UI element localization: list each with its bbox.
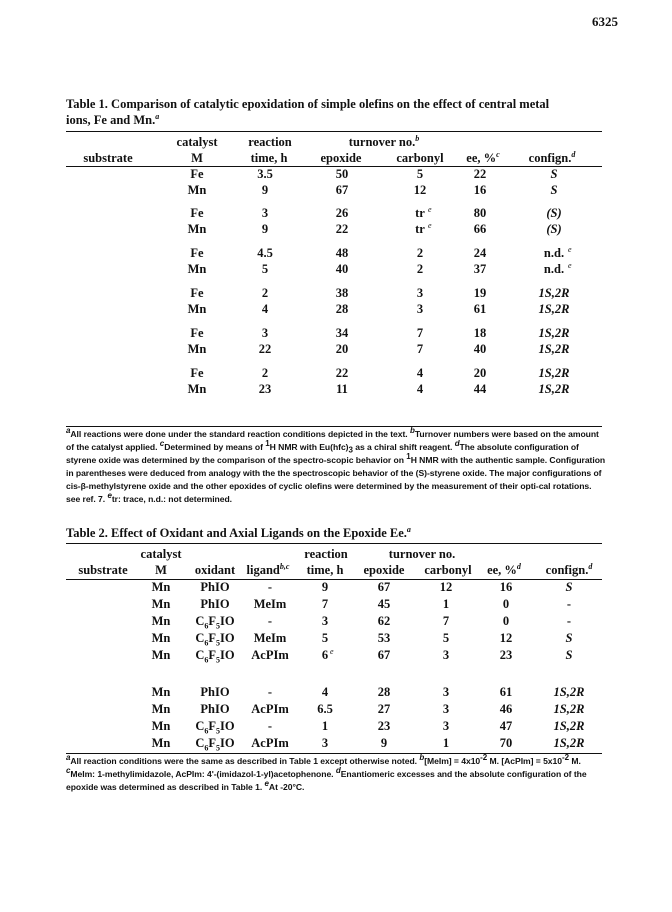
table2-carbonyl-cell: 3 (442, 685, 450, 699)
table2-oxidant-cell: $C_6F_5IO$ (195, 736, 235, 753)
table2-epoxide-cell: 62 (377, 614, 391, 628)
table1-epoxide-cell: 67 (335, 183, 349, 197)
table2-header-ee: ee, %$^d$ (487, 561, 521, 577)
table2-ee-cell: 16 (499, 580, 513, 594)
table2-header-turnover: turnover no. (388, 547, 456, 561)
table2-config-cell: S (565, 648, 573, 662)
table2-time-cell: 1 (321, 719, 329, 733)
table1-carbonyl-cell: 4 (416, 366, 424, 380)
table1-ee-cell: 66 (473, 222, 487, 236)
table1-epoxide-cell: 50 (335, 167, 349, 181)
table1-header-substrate: substrate (83, 151, 133, 165)
table2-epoxide-cell: 67 (377, 648, 391, 662)
table2-oxidant-cell: PhIO (200, 580, 230, 594)
table1-time-cell: 5 (261, 262, 269, 276)
table1-caption-line1: Table 1. Comparison of catalytic epoxidation of simple olefins on the effect of central metal (66, 97, 550, 111)
table1-time-cell: 22 (258, 342, 272, 356)
table1-config-cell: (S) (546, 206, 562, 220)
table2-oxidant-cell: PhIO (200, 685, 230, 699)
table1-ee-cell: 61 (473, 302, 487, 316)
table2-header-time: time, h (306, 563, 344, 577)
table1-ee-cell: 20 (473, 366, 487, 380)
table2-epoxide-cell: 67 (377, 580, 391, 594)
table2-ligand-cell: - (267, 685, 273, 699)
table1-top-rule (66, 131, 602, 132)
table1-carbonyl-cell: 3 (416, 302, 424, 316)
table2-ligand-cell: - (267, 614, 273, 628)
table1-metal-cell: Mn (187, 262, 207, 276)
table1-metal-cell: Fe (190, 326, 204, 340)
table1-time-cell: 4 (261, 302, 269, 316)
table1-epoxide-cell: 34 (335, 326, 349, 340)
table2-header-config: confign.$^d$ (545, 561, 593, 577)
table1-carbonyl-cell: 2 (416, 262, 424, 276)
table2-epoxide-cell: 27 (377, 702, 391, 716)
table2-header-reaction: reaction (304, 547, 348, 561)
table1-config-cell: 1S,2R (538, 342, 570, 356)
table1-header-epoxide: epoxide (320, 151, 362, 165)
table2-header-rule (66, 579, 602, 580)
table2-time-cell: 4 (321, 685, 329, 699)
table2-time-cell: 5 (321, 631, 329, 645)
table2-ee-cell: 0 (502, 614, 510, 628)
table2-carbonyl-cell: 12 (439, 580, 453, 594)
table2-ligand-cell: AcPIm (251, 648, 289, 662)
table1-ee-cell: 44 (473, 382, 487, 396)
table2-oxidant-cell: PhIO (200, 597, 230, 611)
table1-carbonyl-cell: tr (415, 206, 425, 220)
table1-metal-cell: Mn (187, 382, 207, 396)
table1-carbonyl-cell: 7 (416, 326, 424, 340)
table1-carbonyl-cell: 7 (416, 342, 424, 356)
table2-config-cell: 1S,2R (553, 702, 585, 716)
table2-metal-cell: Mn (151, 631, 171, 645)
table1-config-cell: n.d. (543, 262, 565, 276)
table2-config-cell: S (565, 580, 573, 594)
table2-epoxide-cell: 28 (377, 685, 391, 699)
table2-epoxide-cell: 53 (377, 631, 391, 645)
table1-epoxide-cell: 48 (335, 246, 349, 260)
table1-caption-line2: ions, Fe and Mn.$^a$ (66, 111, 160, 127)
table1-metal-cell: Mn (187, 183, 207, 197)
table1-header-config: confign.$^d$ (528, 149, 576, 165)
table2-ee-cell: 47 (499, 719, 513, 733)
table1-config-cell: S (550, 183, 558, 197)
table2-carbonyl-cell: 1 (442, 597, 450, 611)
table2-carbonyl-cell: 7 (442, 614, 450, 628)
table2-epoxide-cell: 23 (377, 719, 391, 733)
table1-header-ee: ee, %$^c$ (466, 149, 500, 165)
table1-metal-cell: Mn (187, 342, 207, 356)
table1-ee-cell: 40 (473, 342, 487, 356)
table2-metal-cell: Mn (151, 597, 171, 611)
table1-header-catalyst: catalyst (176, 135, 218, 149)
table1-bottom-rule (66, 426, 602, 427)
table1-metal-cell: Fe (190, 206, 204, 220)
table2-carbonyl-cell: 5 (442, 631, 450, 645)
table1-carbonyl-cell: tr (415, 222, 425, 236)
table1-config-cell: 1S,2R (538, 382, 570, 396)
table2-header-ligand: ligand$^{b,c}$ (246, 561, 290, 577)
table2-ee-cell: 12 (499, 631, 513, 645)
table1-footnote-a: $^a$All reactions were done under the standard reaction conditions depicted in the text. $^b$Turnover numbers were based on the amount of the catalyst applied. $^c$Determined by means of $^1$H NMR with $Eu(hfc)_3$ as a chiral shift reagent. $^d$The absolute configuration of styrene oxide was determined by the comparison of the spectro-scopic behavior on $^1$H NMR with the authentic sample. Configuration in parentheses were deduced from analogy with the the spectroscopic behavior of the (S)-styrene oxide. The major configurations of cis-β-methylstyrene oxide and the other epoxides of cyclic olefins were determined by the measurement of their opti-cal rotations. see ref. 7. $^e$tr: trace, n.d.: not determined. (66, 426, 606, 504)
table2-ee-cell: 46 (499, 702, 513, 716)
table2-config-cell: S (565, 631, 573, 645)
table1-metal-cell: Mn (187, 302, 207, 316)
table2-time-cell: 6 (321, 648, 329, 662)
table2-time-cell: 3 (321, 614, 329, 628)
table1-time-cell: 3.5 (257, 167, 273, 181)
table2-oxidant-cell: $C_6F_5IO$ (195, 719, 235, 736)
table2-metal-cell: Mn (151, 719, 171, 733)
table2-metal-cell: Mn (151, 614, 171, 628)
table1-ee-cell: 24 (473, 246, 487, 260)
table2-header-catalyst: catalyst (140, 547, 182, 561)
table1-metal-cell: Mn (187, 222, 207, 236)
table2-oxidant-cell: $C_6F_5IO$ (195, 614, 235, 631)
table1-carbonyl-cell: 2 (416, 246, 424, 260)
table1-config-cell: 1S,2R (538, 286, 570, 300)
table2-epoxide-cell: 9 (380, 736, 388, 750)
table1-time-cell: 9 (261, 222, 269, 236)
table1-caption (66, 96, 602, 128)
table1-time-cell: 2 (261, 366, 269, 380)
table1-time-cell: 3 (261, 326, 269, 340)
table2-ligand-cell: MeIm (253, 631, 287, 645)
table2-header-oxidant: oxidant (194, 563, 236, 577)
table2-ligand-cell: - (267, 580, 273, 594)
table1-time-cell: 2 (261, 286, 269, 300)
table1-header-time: time, h (250, 151, 288, 165)
table1-carbonyl-cell: 3 (416, 286, 424, 300)
table1-ee-cell: 37 (473, 262, 487, 276)
table2-epoxide-cell: 45 (377, 597, 391, 611)
table1-epoxide-cell: 22 (335, 222, 349, 236)
table1-ee-cell: 16 (473, 183, 487, 197)
table1-header-carbonyl: carbonyl (396, 151, 444, 165)
table1-time-cell: 4.5 (257, 246, 273, 260)
table2-bottom-rule (66, 753, 602, 754)
table1-config-cell: (S) (546, 222, 562, 236)
table1-epoxide-cell: 20 (335, 342, 349, 356)
table1-epoxide-cell: 38 (335, 286, 349, 300)
table2-ligand-cell: - (267, 719, 273, 733)
page-number: 6325 (592, 14, 618, 29)
table1-epoxide-cell: 11 (336, 382, 348, 396)
table2-caption: Table 2. Effect of Oxidant and Axial Ligands on the Epoxide Ee.$^a$ (66, 524, 411, 540)
table2-metal-cell: Mn (151, 648, 171, 662)
table2-metal-cell: Mn (151, 685, 171, 699)
table2-header-m: M (155, 563, 167, 577)
table2-header-substrate: substrate (78, 563, 128, 577)
table2-config-cell: 1S,2R (553, 685, 585, 699)
table1-header-m: M (191, 151, 203, 165)
table1-header-rule (66, 166, 602, 167)
table1-ee-cell: 80 (473, 206, 487, 220)
table2-carbonyl-cell: 3 (442, 702, 450, 716)
table2-metal-cell: Mn (151, 580, 171, 594)
table2-metal-cell: Mn (151, 702, 171, 716)
table1-time-cell: 9 (261, 183, 269, 197)
table1-epoxide-cell: 40 (335, 262, 349, 276)
table1-ee-cell: 18 (473, 326, 487, 340)
table2-time-cell: 6.5 (317, 702, 333, 716)
table1-carbonyl-cell: 4 (416, 382, 424, 396)
table2-config-cell: - (566, 614, 572, 628)
table1-metal-cell: Fe (190, 286, 204, 300)
table2-carbonyl-cell: 3 (442, 719, 450, 733)
table1-carbonyl-cell: 5 (416, 167, 424, 181)
table1-config-cell: 1S,2R (538, 302, 570, 316)
table2-footnotes (66, 755, 606, 794)
table1-config-cell: 1S,2R (538, 326, 570, 340)
table1-footnotes (66, 428, 606, 506)
table2-ligand-cell: AcPIm (251, 736, 289, 750)
table2-ee-cell: 23 (499, 648, 513, 662)
table2-time-cell: 7 (321, 597, 329, 611)
table1-time-cell: 23 (258, 382, 272, 396)
table1-ee-cell: 19 (473, 286, 487, 300)
table1-config-cell: n.d. (543, 246, 565, 260)
table2-ligand-cell: AcPIm (251, 702, 289, 716)
table2-config-cell: 1S,2R (553, 719, 585, 733)
table1-config-cell: 1S,2R (538, 366, 570, 380)
table2-metal-cell: Mn (151, 736, 171, 750)
table2-time-cell: 9 (321, 580, 329, 594)
table2-ee-cell: 61 (499, 685, 513, 699)
table2-top-rule (66, 543, 602, 544)
table1-metal-cell: Fe (190, 366, 204, 380)
table2-footnote-text: $^a$All reaction conditions were the same as described in Table 1 except otherwise noted. $^b$[MeIm] = $4x10^{-2}$ M. [AcPIm] = $5x10^{-2}$ M. $^c$MeIm: 1-methylimidazole, AcPIm: 4'-(imidazol-1-yl)acetophenone. $^d$Enantiomeric excesses and the absolute configuration of the epoxide was determined as described in Table 1. $^e$At -20°C. (66, 753, 587, 792)
table2-ee-cell: 70 (499, 736, 513, 750)
table2-config-cell: - (566, 597, 572, 611)
table1-carbonyl-cell: 12 (413, 183, 427, 197)
table1-epoxide-cell: 26 (335, 206, 349, 220)
table2-ee-cell: 0 (502, 597, 510, 611)
table2-ligand-cell: MeIm (253, 597, 287, 611)
table2-carbonyl-cell: 3 (442, 648, 450, 662)
table2-header-epoxide: epoxide (363, 563, 405, 577)
table1-header-reaction: reaction (248, 135, 292, 149)
table2-time-cell: 3 (321, 736, 329, 750)
table2-oxidant-cell: $C_6F_5IO$ (195, 648, 235, 665)
table1-epoxide-cell: 22 (335, 366, 349, 380)
table1-metal-cell: Fe (190, 167, 204, 181)
table1-time-cell: 3 (261, 206, 269, 220)
table2-config-cell: 1S,2R (553, 736, 585, 750)
table1-epoxide-cell: 28 (335, 302, 349, 316)
table2-oxidant-cell: PhIO (200, 702, 230, 716)
table2-oxidant-cell: $C_6F_5IO$ (195, 631, 235, 648)
table1-ee-cell: 22 (473, 167, 487, 181)
table1-metal-cell: Fe (190, 246, 204, 260)
table2-carbonyl-cell: 1 (442, 736, 450, 750)
table2-header-carbonyl: carbonyl (424, 563, 472, 577)
table1-header-turnover: turnover no.$^b$ (348, 133, 420, 149)
table1-config-cell: S (550, 167, 558, 181)
